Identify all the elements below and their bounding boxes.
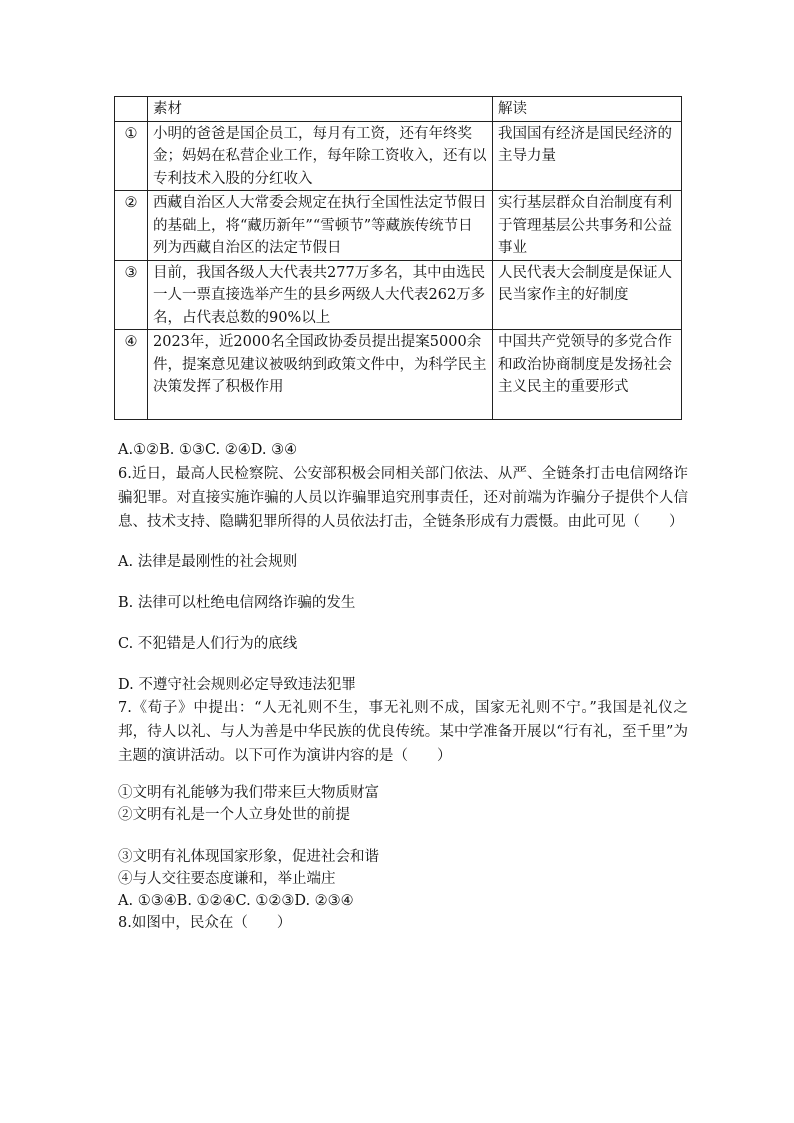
row-number: ③ <box>115 260 148 330</box>
row-material: 西藏自治区人大常委会规定在执行全国性法定节假日的基础上，将“藏历新年”“雪顿节”等藏族传统节日列为西藏自治区的法定节假日 <box>148 191 493 261</box>
table-row <box>115 330 682 420</box>
material-table <box>114 96 682 420</box>
row-reading: 实行基层群众自治制度有利于管理基层公共事务和公益事业 <box>493 191 682 261</box>
q6-option-d: D. 不遵守社会规则必定导致违法犯罪 <box>118 677 356 693</box>
row-reading: 中国共产党领导的多党合作和政治协商制度是发扬社会主义民主的重要形式 <box>493 330 682 420</box>
table-row <box>115 260 682 330</box>
q7-item-4: ④与人交往要态度谦和，举止端庄 <box>118 871 336 887</box>
q8-stem: 8.如图中，民众在（ ） <box>118 915 292 931</box>
q6-stem: 6.近日，最高人民检察院、公安部积极会同相关部门依法、从严、全链条打击电信网络诈骗犯罪。对直接实施诈骗的人员以诈骗罪追究刑事责任，还对前端为诈骗分子提供个人信息、技术支持、隐瞒犯罪所得的人员依法打击，全链条形成有力震慑。由此可见（ ） <box>118 466 688 530</box>
q7-item-2: ②文明有礼是一个人立身处世的前提 <box>118 807 350 823</box>
q7-stem: 7.《荀子》中提出：“人无礼则不生，事无礼则不成，国家无礼则不宁。”我国是礼仪之邦，待人以礼、与人为善是中华民族的优良传统。某中学准备开展以“行有礼，至千里”为主题的演讲活动。以下可作为演讲内容的是（ ） <box>118 700 688 764</box>
table-header-material: 素材 <box>148 97 493 122</box>
row-number: ① <box>115 121 148 191</box>
q7-options: A. ①③④B. ①②④C. ①②③D. ②③④ <box>118 893 354 909</box>
table-row <box>115 121 682 191</box>
row-reading: 人民代表大会制度是保证人民当家作主的好制度 <box>493 260 682 330</box>
q6-option-b: B. 法律可以杜绝电信网络诈骗的发生 <box>118 595 356 611</box>
q6-option-a: A. 法律是最刚性的社会规则 <box>118 554 298 570</box>
table-header-reading: 解读 <box>493 97 682 122</box>
row-material: 小明的爸爸是国企员工，每月有工资，还有年终奖金；妈妈在私营企业工作，每年除工资收入，还有以专利技术入股的分红收入 <box>148 121 493 191</box>
row-material: 目前，我国各级人大代表共277万多名，其中由选民一人一票直接选举产生的县乡两级人大代表262万多名，占代表总数的90%以上 <box>148 260 493 330</box>
q7-item-3: ③文明有礼体现国家形象，促进社会和谐 <box>118 849 379 865</box>
q5-options: A.①②B. ①③C. ②④D. ③④ <box>118 442 298 458</box>
row-number: ② <box>115 191 148 261</box>
q7-item-1: ①文明有礼能够为我们带来巨大物质财富 <box>118 785 379 801</box>
row-material: 2023年，近2000名全国政协委员提出提案5000余件，提案意见建议被吸纳到政策文件中，为科学民主决策发挥了积极作用 <box>148 330 493 420</box>
table-header-row <box>115 97 682 122</box>
table-row <box>115 191 682 261</box>
q6-option-c: C. 不犯错是人们行为的底线 <box>118 636 298 652</box>
table-header-num <box>115 97 148 122</box>
row-number: ④ <box>115 330 148 420</box>
row-reading: 我国国有经济是国民经济的主导力量 <box>493 121 682 191</box>
